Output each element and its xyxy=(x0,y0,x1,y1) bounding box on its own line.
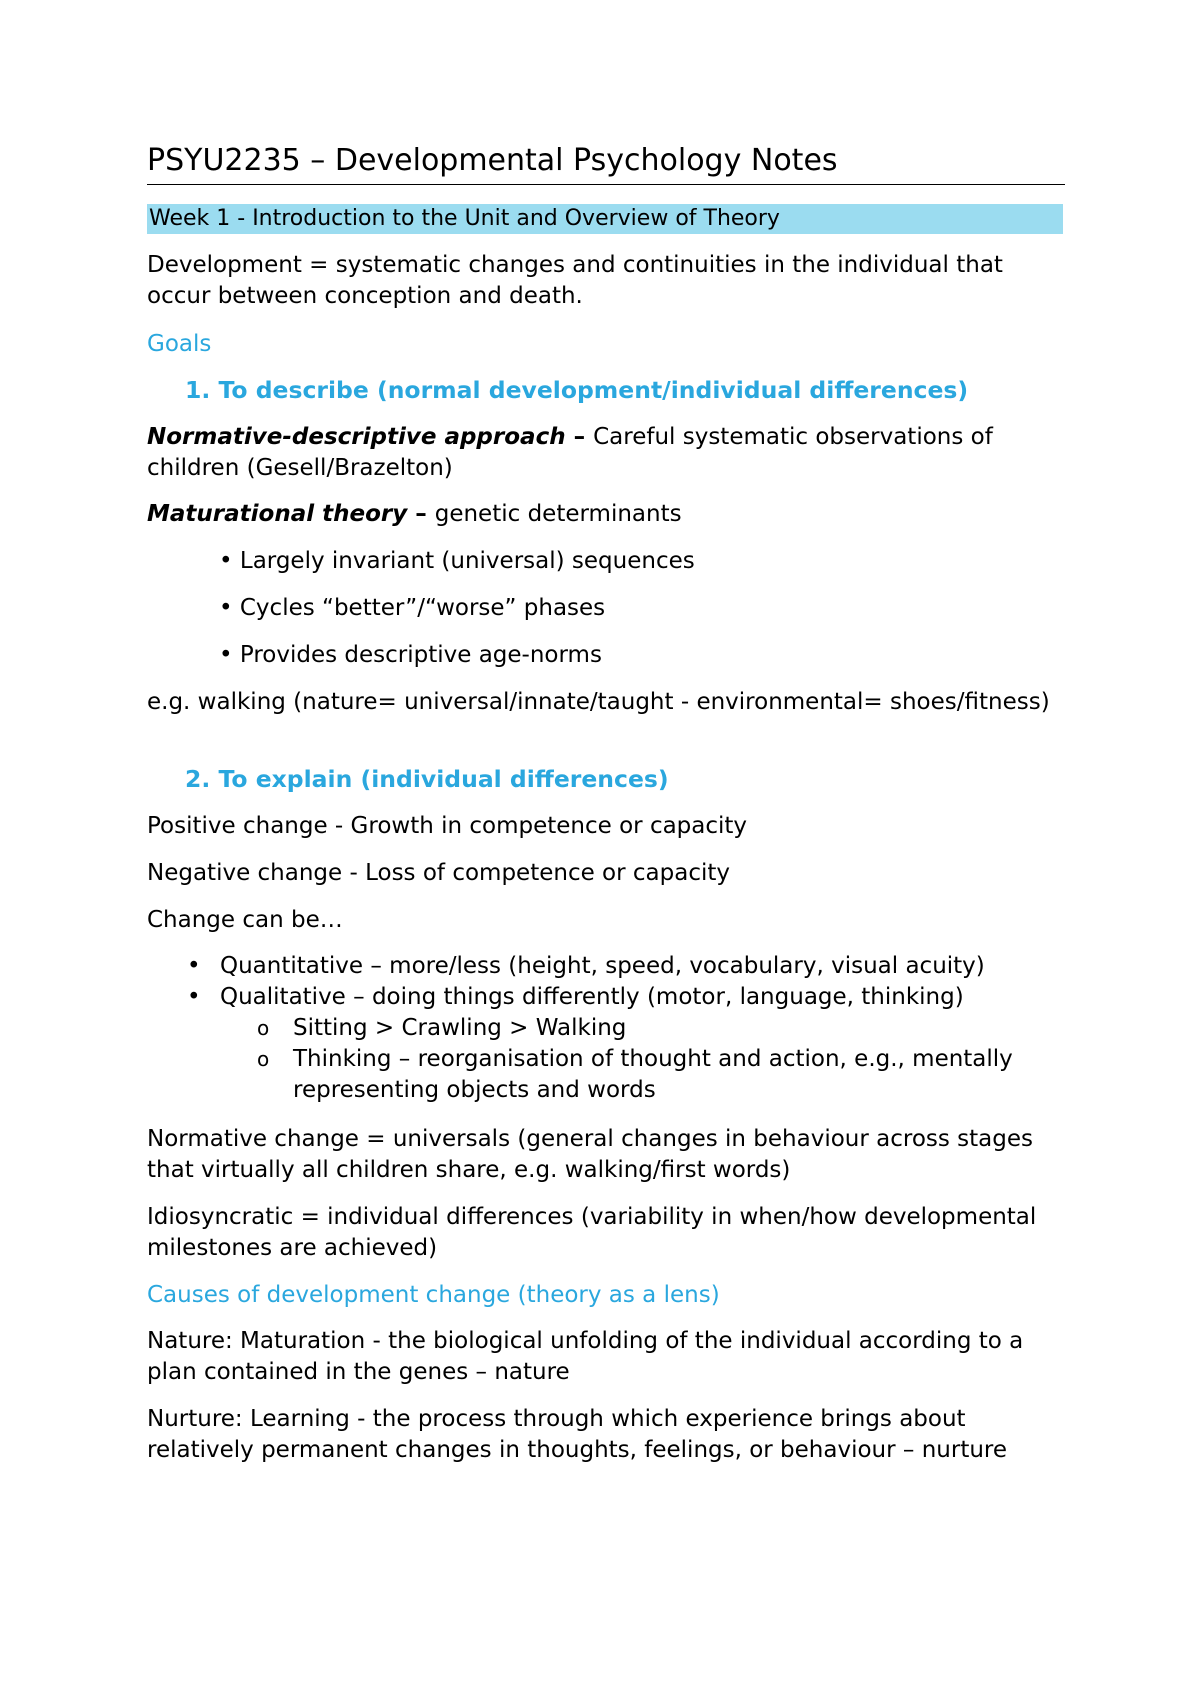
normative-descriptive-paragraph xyxy=(147,422,1067,484)
maturational-theory-term: Maturational theory xyxy=(147,501,408,527)
maturational-bullet: • Provides descriptive age-norms xyxy=(219,642,602,668)
sub-bullet-marker: o xyxy=(257,1047,270,1071)
change-can-be-line: Change can be… xyxy=(147,907,343,933)
sub-list-item-text: Sitting > Crawling > Walking xyxy=(293,1015,627,1041)
maturational-bullet: • Largely invariant (universal) sequences xyxy=(219,548,695,574)
document-title: PSYU2235 – Developmental Psychology Notes xyxy=(147,142,1065,185)
list-item-qualitative xyxy=(147,982,1067,1013)
bullet-marker: • xyxy=(187,953,201,979)
negative-change-line: Negative change - Loss of competence or capacity xyxy=(147,860,730,886)
goal-1-heading: 1. To describe (normal development/individual differences) xyxy=(185,376,969,404)
maturational-bullet: • Cycles “better”/“worse” phases xyxy=(219,595,606,621)
sub-list-item-text: Thinking – reorganisation of thought and action, e.g., mentally representing objects and words xyxy=(293,1046,1013,1103)
week-heading-banner: Week 1 - Introduction to the Unit and Overview of Theory xyxy=(147,204,1063,234)
walking-example: e.g. walking (nature= universal/innate/taught - environmental= shoes/fitness) xyxy=(147,689,1050,715)
list-item-quantitative xyxy=(147,951,1067,982)
idiosyncratic-paragraph: Idiosyncratic = individual differences (variability in when/how developmental milestones are achieved) xyxy=(147,1204,1037,1261)
term-dash: – xyxy=(407,501,435,527)
list-item-text: Qualitative – doing things differently (motor, language, thinking) xyxy=(220,984,964,1010)
change-types-list xyxy=(147,951,1067,1106)
bullet-marker: • xyxy=(187,984,201,1010)
goals-heading: Goals xyxy=(147,331,212,357)
goal-2-heading: 2. To explain (individual differences) xyxy=(185,765,669,793)
normative-descriptive-term: Normative-descriptive approach xyxy=(147,424,566,450)
sub-list-item xyxy=(147,1013,1067,1044)
term-dash: – xyxy=(565,424,594,450)
maturational-theory-text: genetic determinants xyxy=(434,501,682,527)
normative-change-paragraph: Normative change = universals (general changes in behaviour across stages that virtually all children share, e.g. walking/first words) xyxy=(147,1126,1033,1183)
normative-descriptive-text: Careful systematic observations of children (Gesell/Brazelton) xyxy=(147,424,993,481)
maturational-theory-paragraph xyxy=(147,499,1067,530)
list-item-text: Quantitative – more/less (height, speed, vocabulary, visual acuity) xyxy=(220,953,985,979)
sub-bullet-marker: o xyxy=(257,1016,270,1040)
nurture-paragraph: Nurture: Learning - the process through which experience brings about relatively permanent changes in thoughts, feelings, or behaviour – nurture xyxy=(147,1406,1008,1463)
sub-list-item xyxy=(147,1044,1067,1106)
causes-heading: Causes of development change (theory as a lens) xyxy=(147,1282,720,1308)
development-definition: Development = systematic changes and continuities in the individual that occur between conception and death. xyxy=(147,252,1003,309)
positive-change-line: Positive change - Growth in competence or capacity xyxy=(147,813,748,839)
nature-paragraph: Nature: Maturation - the biological unfolding of the individual according to a plan contained in the genes – nature xyxy=(147,1328,1024,1385)
